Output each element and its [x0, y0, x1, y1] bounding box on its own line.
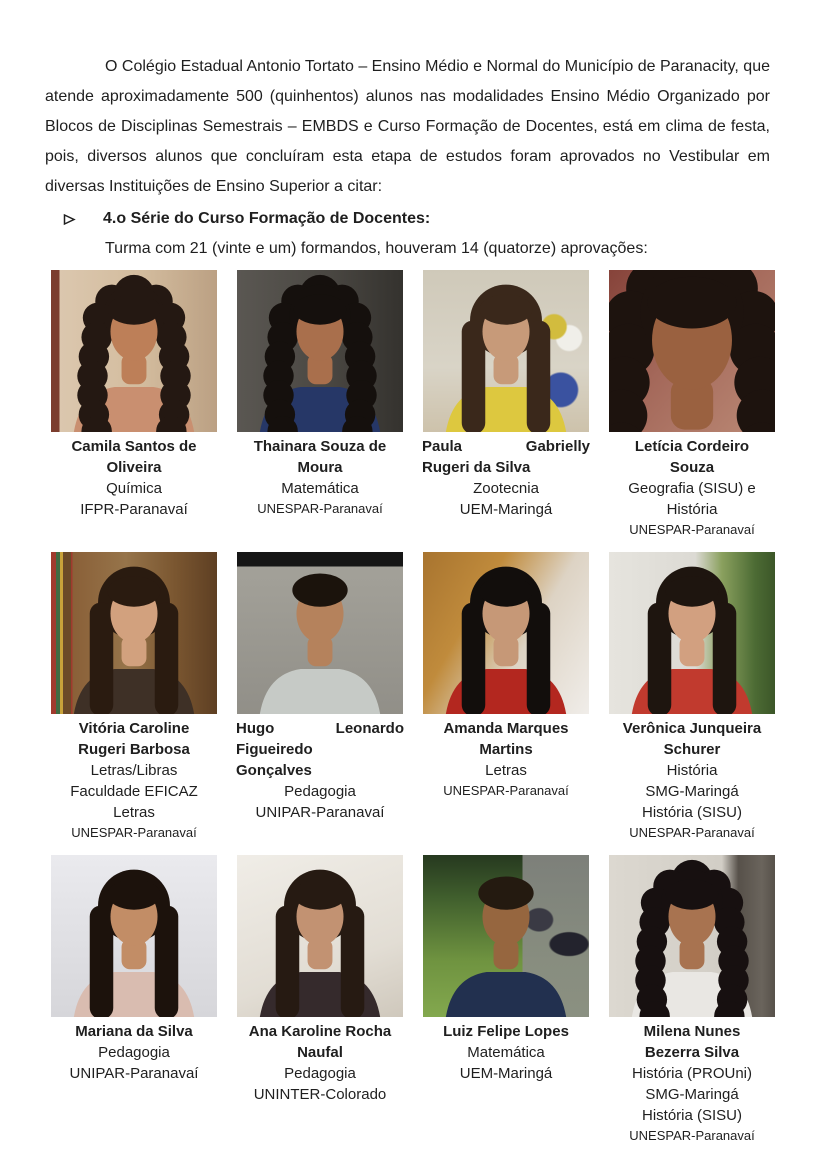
graduate-detail: Geografia (SISU) e — [628, 480, 756, 497]
graduate-detail: UNESPAR-Paranavaí — [629, 1128, 755, 1143]
graduate-caption — [606, 436, 778, 540]
graduate-name: Verônica Junqueira — [622, 720, 762, 737]
person-silhouette-icon — [609, 855, 775, 1017]
graduate-card — [48, 270, 220, 540]
graduate-detail: UEM-Maringá — [459, 1065, 553, 1082]
person-silhouette-icon — [51, 855, 217, 1017]
graduate-detail: Letras — [113, 804, 155, 821]
graduate-detail: SMG-Maringá — [645, 1086, 739, 1103]
graduate-name — [422, 436, 590, 457]
graduate-name: Bezerra Silva — [644, 1044, 740, 1061]
graduate-caption — [48, 718, 220, 843]
graduate-photo — [423, 552, 589, 714]
graduate-name: Souza — [669, 459, 715, 476]
graduate-photo — [609, 270, 775, 432]
graduate-name: Mariana da Silva — [75, 1023, 193, 1040]
graduate-card — [48, 552, 220, 843]
person-silhouette-icon — [423, 855, 589, 1017]
graduate-card — [48, 855, 220, 1146]
graduate-name: Schurer — [663, 741, 721, 758]
person-silhouette-icon — [423, 552, 589, 714]
person-silhouette-icon — [609, 270, 775, 432]
graduate-name: Ana Karoline Rocha — [248, 1023, 392, 1040]
graduate-name — [236, 718, 404, 739]
graduate-photo — [237, 270, 403, 432]
graduate-detail: História (SISU) — [641, 804, 742, 821]
graduate-photo — [237, 855, 403, 1017]
graduate-name: Gonçalves — [236, 762, 312, 779]
graduate-name: Figueiredo — [236, 741, 313, 758]
graduate-detail: Matemática — [467, 1044, 545, 1061]
graduate-card — [234, 552, 406, 843]
graduate-photo — [423, 270, 589, 432]
person-silhouette-icon — [237, 270, 403, 432]
graduate-card — [420, 270, 592, 540]
arrow-bullet-icon — [62, 212, 77, 227]
graduate-detail: Zootecnia — [473, 480, 539, 497]
graduates-grid — [48, 270, 778, 1146]
graduate-name: Vitória Caroline — [78, 720, 190, 737]
graduate-caption — [420, 718, 592, 801]
graduate-detail: Letras/Libras — [90, 762, 178, 779]
graduate-photo — [423, 855, 589, 1017]
person-silhouette-icon — [237, 552, 403, 714]
graduate-name: Letícia Cordeiro — [634, 438, 750, 455]
graduate-photo — [609, 552, 775, 714]
graduate-caption — [606, 718, 778, 843]
graduate-detail: UNESPAR-Paranavaí — [443, 783, 569, 798]
graduate-name: Thainara Souza de — [253, 438, 387, 455]
person-silhouette-icon — [609, 552, 775, 714]
graduate-caption — [234, 718, 406, 823]
graduate-detail: Pedagogia — [98, 1044, 170, 1061]
graduate-name-word: Leonardo — [335, 720, 404, 737]
class-summary: Turma com 21 (vinte e um) formandos, houveram 14 (quatorze) aprovações: — [105, 240, 648, 257]
graduate-name: Amanda Marques — [443, 720, 569, 737]
graduate-photo — [237, 552, 403, 714]
graduate-detail: Faculdade EFICAZ — [70, 783, 198, 800]
graduate-photo — [609, 855, 775, 1017]
graduate-name: Moura — [297, 459, 343, 476]
graduate-name: Oliveira — [106, 459, 162, 476]
graduate-name: Camila Santos de — [71, 438, 197, 455]
person-silhouette-icon — [423, 270, 589, 432]
graduate-card — [234, 270, 406, 540]
graduate-caption — [48, 1021, 220, 1084]
graduate-detail: SMG-Maringá — [645, 783, 739, 800]
graduate-caption — [234, 1021, 406, 1105]
graduate-detail: Química — [106, 480, 162, 497]
section-heading: 4.o Série do Curso Formação de Docentes: — [103, 210, 431, 227]
graduate-card — [234, 855, 406, 1146]
graduate-detail: UNESPAR-Paranavaí — [71, 825, 197, 840]
graduate-name: Naufal — [297, 1044, 343, 1061]
intro-paragraph: O Colégio Estadual Antonio Tortato – Ensino Médio e Normal do Município de Paranacity, que atende aproximadamente 500 (quinhentos) alunos nas modalidades Ensino Médio Organizado por Blocos de Disciplinas Semestrais – EMBDS e Curso Formação de Docentes, está em clima de festa, pois, diversos alunos que concluíram esta etapa de estudos foram aprovados no Vestibular em diversas Instituições de Ensino Superior a citar: — [45, 58, 770, 195]
person-silhouette-icon — [51, 270, 217, 432]
graduate-caption — [606, 1021, 778, 1146]
graduate-name-word: Paula — [422, 438, 463, 455]
graduate-detail: UNESPAR-Paranavaí — [629, 825, 755, 840]
graduate-caption — [420, 1021, 592, 1084]
graduate-name: Luiz Felipe Lopes — [443, 1023, 569, 1040]
graduate-card — [420, 855, 592, 1146]
graduate-detail: História — [666, 501, 718, 518]
person-silhouette-icon — [237, 855, 403, 1017]
graduate-detail: Pedagogia — [284, 1065, 356, 1082]
graduate-detail: História (PROUni) — [631, 1065, 752, 1082]
graduate-card — [606, 855, 778, 1146]
graduate-photo — [51, 855, 217, 1017]
graduate-caption — [420, 436, 592, 520]
graduate-name: Milena Nunes — [643, 1023, 741, 1040]
section-heading-row — [45, 204, 770, 234]
graduate-caption — [234, 436, 406, 519]
graduate-name: Martins — [479, 741, 533, 758]
graduate-name-word: Hugo — [236, 720, 275, 737]
graduate-detail: UNIPAR-Paranavaí — [255, 804, 385, 821]
graduate-card — [606, 270, 778, 540]
graduate-name: Rugeri Barbosa — [78, 741, 190, 758]
graduate-detail: Matemática — [281, 480, 359, 497]
graduate-detail: UEM-Maringá — [459, 501, 553, 518]
person-silhouette-icon — [51, 552, 217, 714]
graduate-card — [420, 552, 592, 843]
graduate-detail: IFPR-Paranavaí — [80, 501, 188, 518]
graduate-detail: UNIPAR-Paranavaí — [69, 1065, 199, 1082]
graduate-caption — [48, 436, 220, 520]
graduate-detail: Pedagogia — [284, 783, 356, 800]
graduate-detail: Letras — [485, 762, 527, 779]
graduate-photo — [51, 552, 217, 714]
graduate-detail: História — [666, 762, 718, 779]
graduate-photo — [51, 270, 217, 432]
graduate-detail: UNINTER-Colorado — [253, 1086, 387, 1103]
graduate-name: Rugeri da Silva — [422, 459, 531, 476]
graduate-name-word: Gabrielly — [525, 438, 590, 455]
graduate-detail: História (SISU) — [641, 1107, 742, 1124]
graduate-detail: UNESPAR-Paranavaí — [257, 501, 383, 516]
graduate-card — [606, 552, 778, 843]
graduate-detail: UNESPAR-Paranavaí — [629, 522, 755, 537]
